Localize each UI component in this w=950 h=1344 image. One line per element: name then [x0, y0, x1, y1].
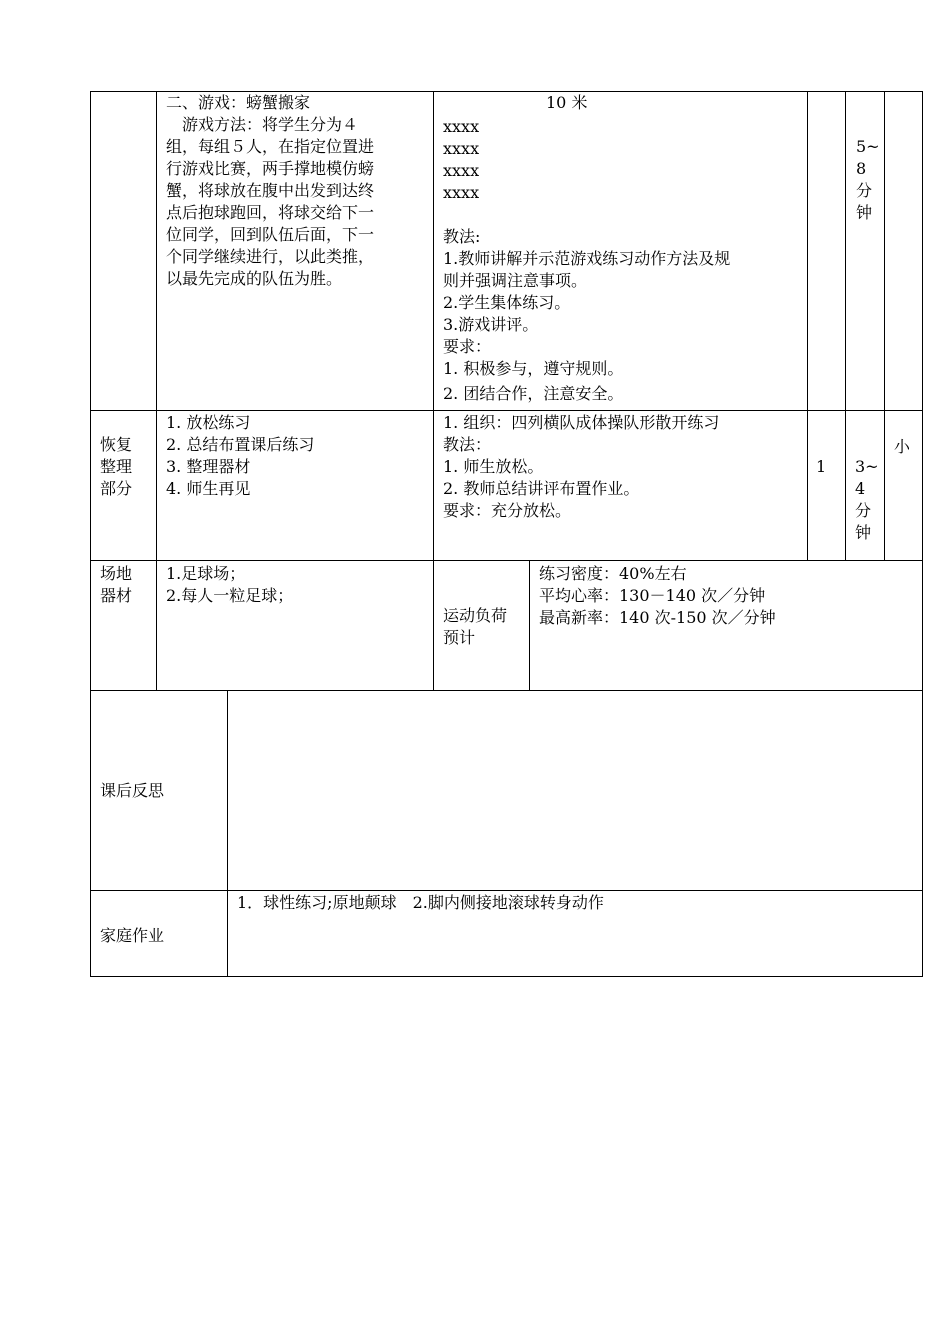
homework-content: 1．球性练习;原地颠球 2.脚内侧接地滚球转身动作 — [237, 893, 604, 912]
load-label — [443, 605, 527, 649]
venue-label — [100, 563, 154, 607]
formation-row: xxxx — [443, 117, 480, 136]
venue-item: 1.足球场； — [166, 564, 246, 583]
formation-diagram — [443, 116, 803, 204]
method-line: 2. 团结合作，注意安全。 — [443, 384, 624, 403]
time-char: 4 — [855, 479, 866, 498]
content-line: 3. 整理器材 — [166, 457, 251, 476]
time-char: 钟 — [856, 203, 873, 222]
homework-label: 家庭作业 — [100, 926, 165, 945]
formation-row: xxxx — [443, 161, 480, 180]
time-char: 3~ — [855, 457, 879, 476]
time-char: 8 — [856, 159, 867, 178]
recovery-content — [166, 412, 428, 500]
reflection-content — [228, 691, 922, 890]
method-line: 1. 积极参与，遵守规则。 — [443, 359, 624, 378]
grid-line — [90, 976, 923, 977]
org-line: 1. 师生放松。 — [443, 457, 544, 476]
label-line: 整理 — [100, 457, 133, 476]
grid-line — [845, 91, 846, 561]
org-line: 1. 组织：四列横队成体操队形散开练习 — [443, 413, 720, 432]
load-line: 最高新率：140 次-150 次／分钟 — [539, 608, 776, 627]
content-line: 2. 总结布置课后练习 — [166, 435, 315, 454]
game-rule-line: 以最先完成的队伍为胜。 — [166, 269, 343, 288]
reflection-label: 课后反思 — [100, 781, 165, 800]
grid-line — [922, 91, 923, 977]
game-rule-line: 行游戏比赛，两手撑地模仿螃 — [166, 159, 375, 178]
load-line: 平均心率：130－140 次／分钟 — [539, 586, 766, 605]
content-line: 4. 师生再见 — [166, 479, 251, 498]
label-line: 预计 — [443, 628, 476, 647]
grid-line — [90, 91, 91, 977]
grid-line — [90, 890, 923, 891]
org-line: 要求：充分放松。 — [443, 501, 572, 520]
label-line: 器材 — [100, 586, 133, 605]
game-rule-line: 位同学，回到队伍后面，下一 — [166, 225, 375, 244]
label-line: 场地 — [100, 564, 133, 583]
org-line: 2. 教师总结讲评布置作业。 — [443, 479, 640, 498]
recovery-organization — [443, 412, 803, 522]
content-line: 1. 放松练习 — [166, 413, 251, 432]
time-char: 5~ — [856, 137, 880, 156]
method-line: 2.学生集体练习。 — [443, 293, 571, 312]
grid-line — [807, 91, 808, 561]
time-char: 分 — [856, 181, 873, 200]
venue-items — [166, 563, 428, 607]
grid-line — [90, 410, 923, 411]
method-line: 1.教师讲解并示范游戏练习动作方法及规 — [443, 249, 731, 268]
formation-row: xxxx — [443, 139, 480, 158]
game-rule-line: 个同学继续进行，以此类推， — [166, 247, 375, 266]
venue-item: 2.每人一粒足球； — [166, 586, 294, 605]
game-time — [856, 136, 882, 224]
game-rule-line: 蟹，将球放在腹中出发到达终 — [166, 181, 375, 200]
method-label: 教法: — [443, 227, 481, 246]
recovery-intensity: 小 — [894, 437, 911, 456]
grid-line — [90, 560, 923, 561]
method-line: 3.游戏讲评。 — [443, 315, 539, 334]
label-line: 部分 — [100, 479, 133, 498]
time-char: 钟 — [855, 523, 872, 542]
game-method — [443, 226, 803, 405]
label-line: 恢复 — [100, 435, 133, 454]
time-char: 分 — [855, 501, 872, 520]
org-line: 教法： — [443, 435, 492, 454]
distance-label: 10 米 — [546, 93, 588, 112]
method-line: 要求： — [443, 337, 492, 356]
formation-row: xxxx — [443, 183, 480, 202]
game-content — [166, 92, 428, 290]
label-line: 运动负荷 — [443, 606, 508, 625]
recovery-time — [855, 456, 883, 544]
grid-line — [529, 560, 530, 691]
game-title: 二、游戏：螃蟹搬家 — [166, 93, 311, 112]
game-rule-line: 组，每组５人，在指定位置进 — [166, 137, 375, 156]
game-rule-line: 游戏方法：将学生分为４ — [166, 115, 359, 134]
grid-line — [884, 91, 885, 561]
method-line: 则并强调注意事项。 — [443, 271, 588, 290]
load-estimate — [539, 563, 919, 629]
grid-line — [156, 91, 157, 691]
game-rule-line: 点后抱球跑回，将球交给下一 — [166, 203, 375, 222]
load-line: 练习密度：40%左右 — [539, 564, 687, 583]
grid-line — [433, 91, 434, 691]
recovery-label — [100, 434, 154, 500]
recovery-count: 1 — [816, 457, 827, 476]
